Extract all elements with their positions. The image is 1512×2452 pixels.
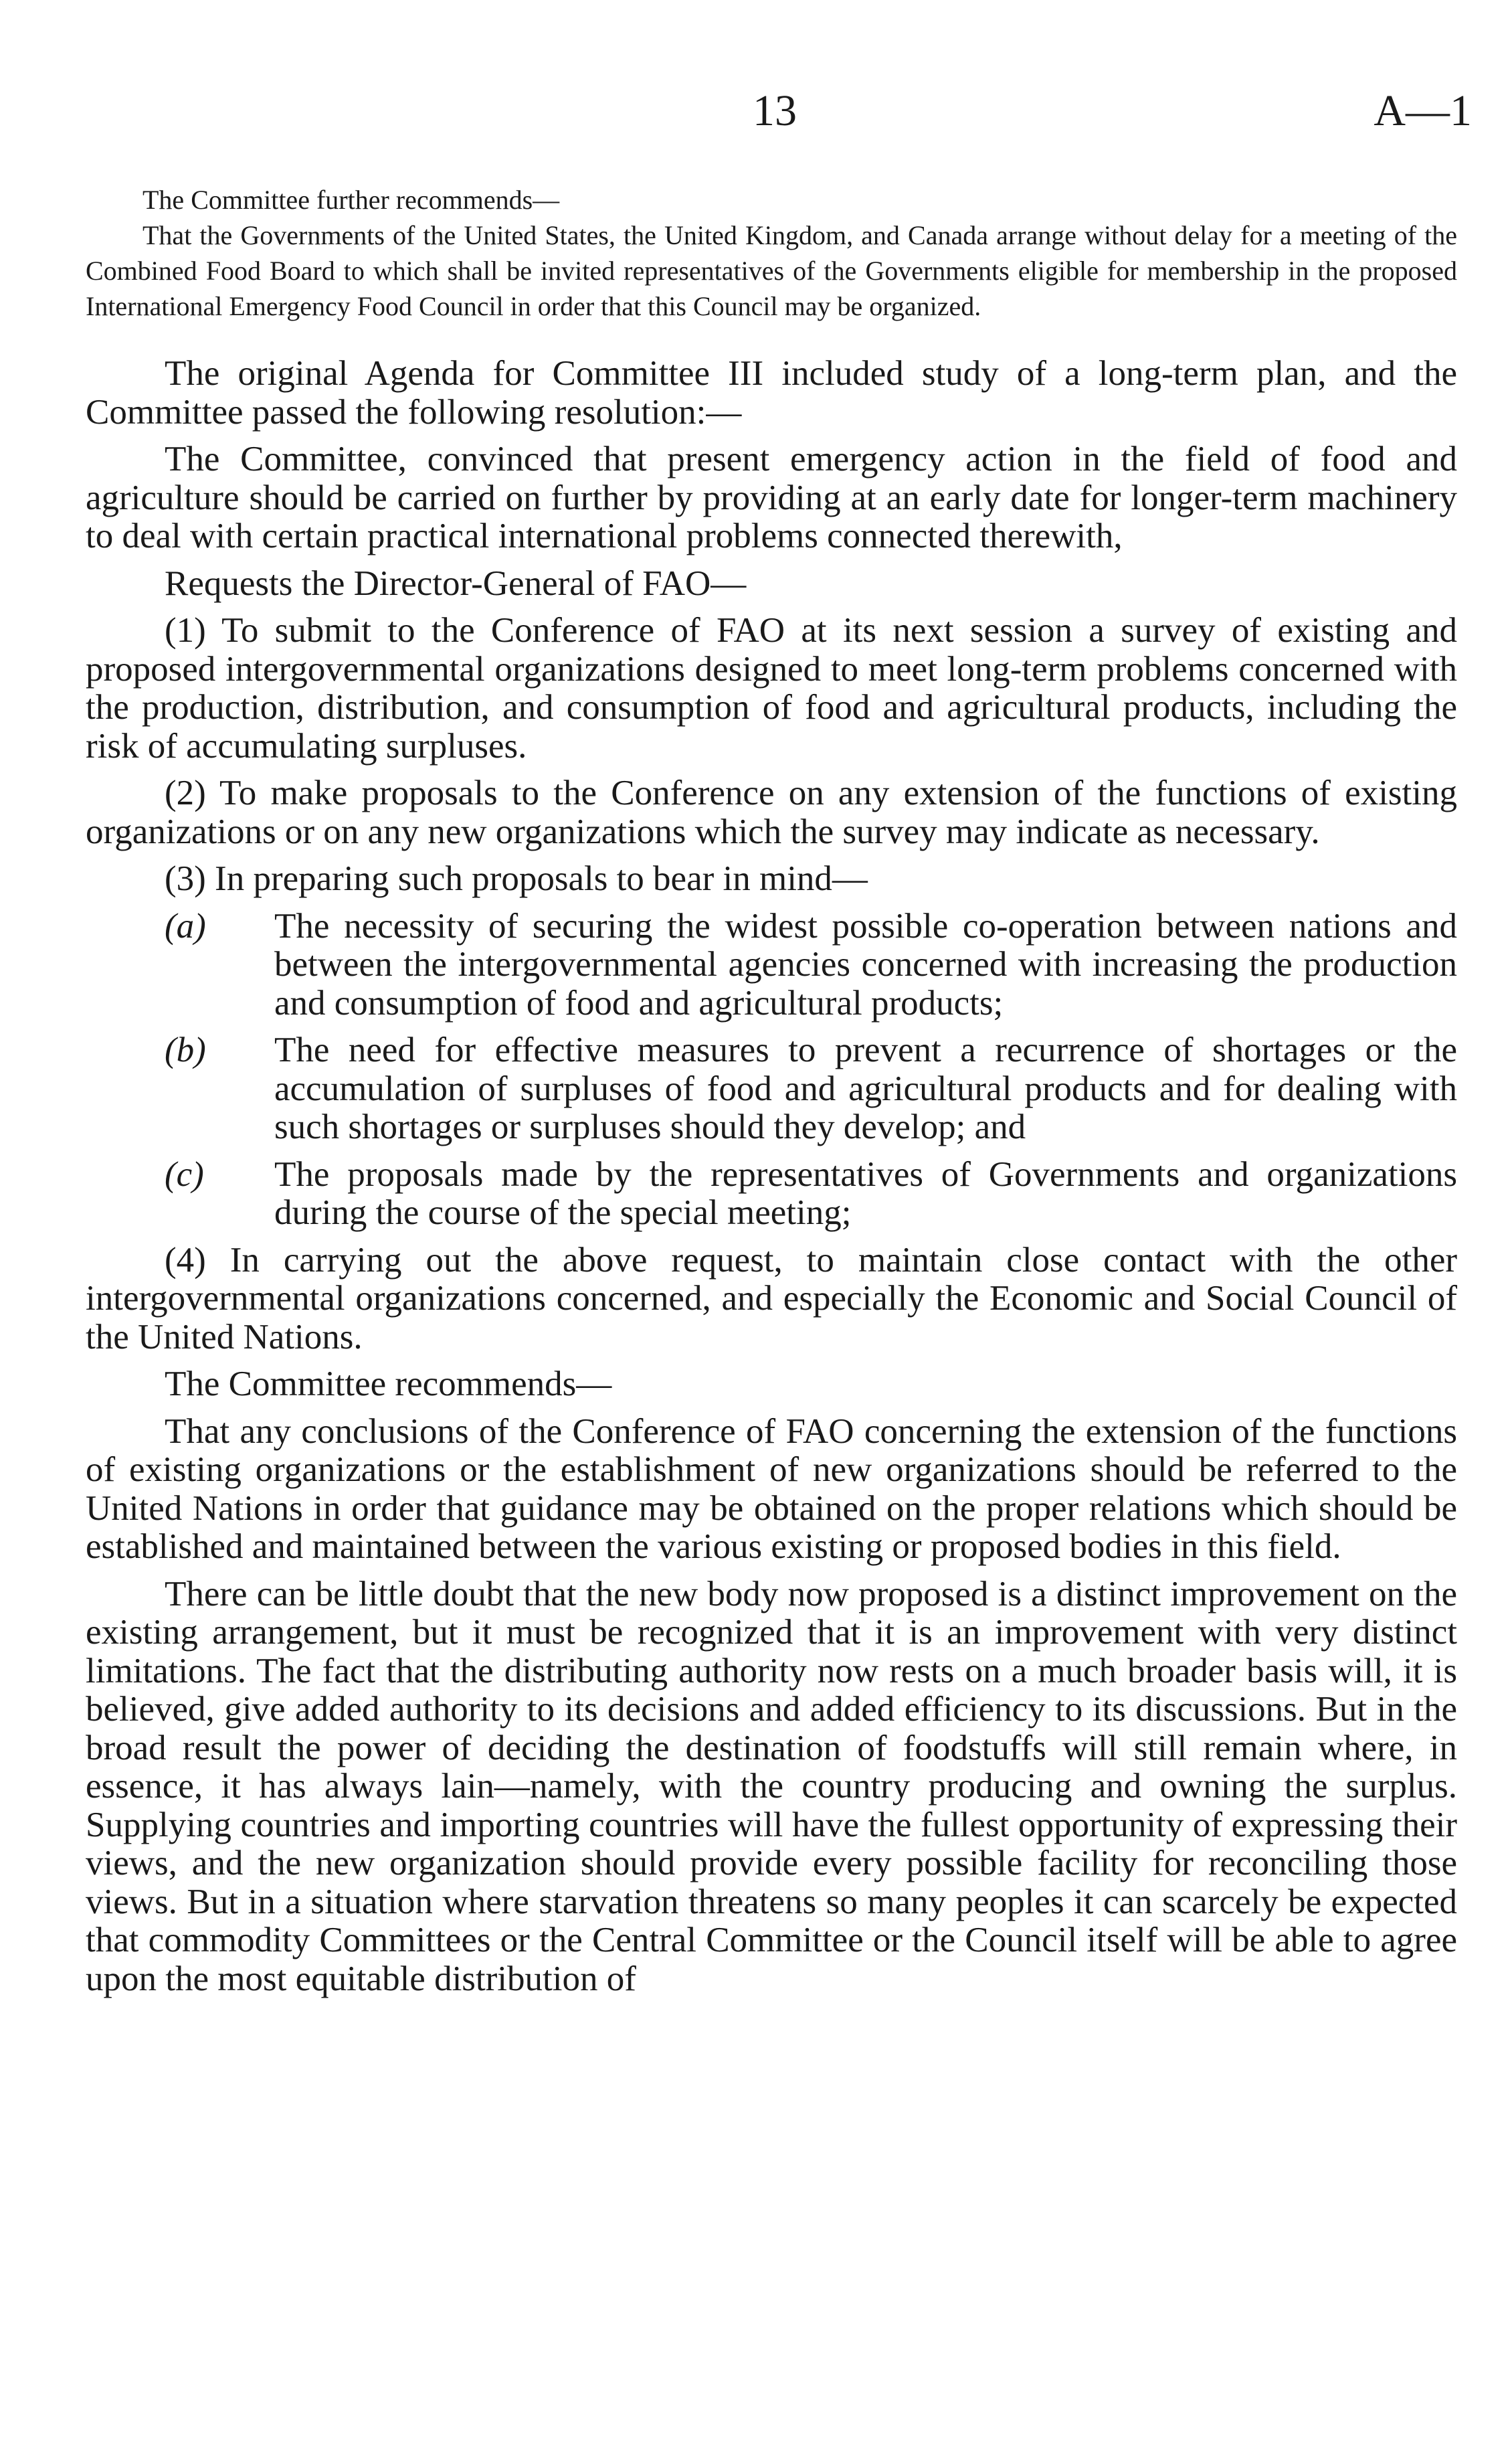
paragraph-new-body-discussion: There can be little doubt that the new body now proposed is a distinct improvement on the existing arrangement, but it must be recognized that it is an improvement with very distinct limitations. The fact that the distributing authority now rests on a much broader basis will, it is believed, give added authority to its decisions and added efficiency to its discussions. But in the broad result the power of deciding the destination of foodstuffs will still remain where, in essence, it has always lain—namely, with the country producing and owning the surplus. Supplying countries and importing countries will have the fullest opportunity of expressing their views, and the new organization should provide every possible facility for reconciling those views. But in a situation where starvation threatens so many peoples it can scarcely be expected that commodity Committees or the Central Committee or the Council itself will be able to agree upon the most equitable distribution of: [86, 1574, 1457, 1998]
recommendation-intro: The Committee further recommends—: [143, 185, 560, 215]
recommendation-resolution: That the Governments of the United States, the United Kingdom, and Canada arrange without delay for a meeting of the Combined Food Board to which shall be invited representatives of the Governments eligible for membership in the proposed International Emergency Food Council in order that this Council may be organized.: [86, 220, 1457, 321]
paragraph-committee-convinced: The Committee, convinced that present emergency action in the field of food and agriculture should be carried on further by providing at an early date for longer-term machinery to deal with certain practical international problems connected therewith,: [86, 440, 1457, 555]
paragraph-agenda: The original Agenda for Committee III included study of a long-term plan, and the Committee passed the following resolution:—: [86, 354, 1457, 432]
sub-item-text: The need for effective measures to prevent a recurrence of shortages or the accumulation of surpluses of food and agricultural products and for dealing with such shortages or surpluses should they develop; and: [274, 1031, 1457, 1146]
paragraph-item-3: (3) In preparing such proposals to bear in mind—: [165, 859, 868, 898]
sub-item-label: (a): [165, 906, 206, 946]
paragraph-conclusions: That any conclusions of the Conference of FAO concerning the extension of the functions of existing organizations or the establishment of new organizations should be referred to the United Nations in order that guidance may be obtained on the proper relations which should be established and maintained between the various existing or proposed bodies in this field.: [86, 1411, 1457, 1566]
paragraph-item-4: (4) In carrying out the above request, to maintain close contact with the other intergovernmental organizations concerned, and especially the Economic and Social Council of the United Nations.: [86, 1240, 1457, 1356]
page-number: 13: [753, 86, 797, 135]
sub-item-label: (c): [165, 1154, 204, 1194]
sub-item-text: The necessity of securing the widest possible co-operation between nations and between the intergovernmental agencies concerned with increasing the production and consumption of food and agricultural products;: [274, 906, 1457, 1023]
paragraph-item-2: (2) To make proposals to the Conference on any extension of the functions of existing organizations or on any new organizations which the survey may indicate as necessary.: [86, 774, 1457, 851]
page-header: [0, 86, 1512, 139]
sub-item-c: [86, 1156, 1457, 1233]
paragraph-committee-recommends: The Committee recommends—: [165, 1365, 612, 1403]
committee-recommendation-block: [86, 182, 1457, 324]
main-text: [86, 355, 1457, 1998]
sub-item-text: The proposals made by the representatives of Governments and organizations during the course of the special meeting;: [274, 1154, 1457, 1232]
paragraph-item-1: (1) To submit to the Conference of FAO at its next session a survey of existing and proposed intergovernmental organizations designed to meet long-term problems concerned with the production, distribution, and consumption of food and agricultural products, including the risk of accumulating surpluses.: [86, 611, 1457, 766]
sub-item-b: [86, 1031, 1457, 1147]
paragraph-requests: Requests the Director-General of FAO—: [165, 563, 747, 603]
document-reference: A—1: [1374, 86, 1472, 135]
sub-item-a: [86, 907, 1457, 1023]
sub-item-label: (b): [165, 1031, 206, 1069]
